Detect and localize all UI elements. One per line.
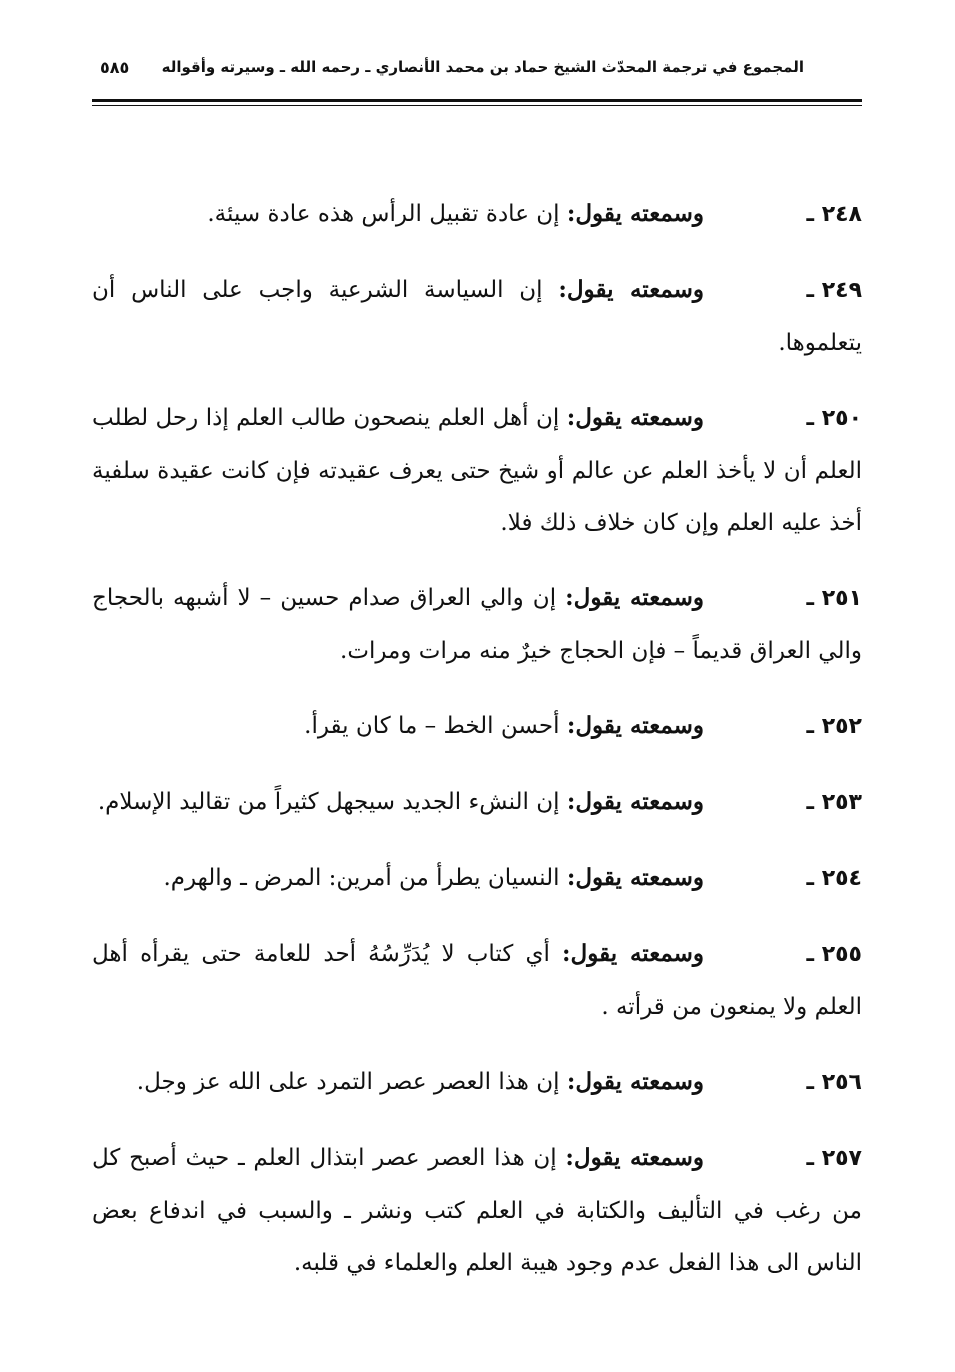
entry-lead: وسمعته يقول: [566, 864, 704, 891]
saying-entry [92, 700, 862, 753]
saying-entry [92, 1132, 862, 1289]
entry-number: ٢٥١ ـ [806, 586, 863, 611]
saying-entry [92, 852, 862, 905]
saying-entry [92, 928, 862, 1033]
entry-number: ٢٥٣ ـ [806, 790, 862, 815]
entry-number: ٢٤٩ ـ [806, 278, 863, 303]
entry-text: إن السياسة الشرعية واجب على الناس أن يتعلموها. [92, 277, 862, 356]
entry-lead: وسمعته يقول: [565, 584, 705, 611]
saying-entry [92, 264, 862, 369]
entry-number: ٢٥٥ ـ [806, 942, 862, 967]
running-header [92, 58, 862, 88]
entry-lead: وسمعته يقول: [566, 404, 705, 431]
entry-text: إن أهل العلم ينصحون طالب العلم إذا رحل لطلب العلم أن لا يأخذ العلم عن عالم أو شيخ حتى يعرف عقيدته فإن كانت عقيدة سلفية أخذ عليه العلم وإن كان خلاف ذلك فلا. [92, 405, 862, 536]
entry-text: إن النشء الجديد سيجهل كثيراً من تقاليد الإسلام. [97, 789, 560, 815]
saying-entry [92, 1056, 862, 1109]
entry-text: أي كتاب لا يُدَرِّسُهُ أحد للعامة حتى يقرأه أهل العلم ولا يمنعون من قرأته . [92, 941, 862, 1020]
entry-lead: وسمعته يقول: [562, 940, 704, 967]
entry-lead: وسمعته يقول: [558, 276, 705, 303]
entry-lead: وسمعته يقول: [566, 200, 704, 227]
entry-number: ٢٥٦ ـ [806, 1070, 862, 1095]
entry-lead: وسمعته يقول: [566, 788, 704, 815]
entry-lead: وسمعته يقول: [566, 1068, 704, 1095]
entry-text: إن هذا العصر عصر ابتذال العلم ـ حيث أصبح كل من رغب في التأليف والكتابة في العلم كتب ونشر ـ والسبب في اندفاع بعض الناس الى هذا الفعل عدم وجود هيبة العلم والعلماء في قلبه. [92, 1145, 862, 1276]
entry-number: ٢٤٨ ـ [806, 202, 862, 227]
page-number: ٥٨٥ [100, 58, 130, 77]
entry-number: ٢٥٠ ـ [806, 406, 863, 431]
saying-entry [92, 392, 862, 549]
entry-lead: وسمعته يقول: [565, 1144, 704, 1171]
entry-lead: وسمعته يقول: [566, 712, 704, 739]
saying-entry [92, 188, 862, 241]
entry-number: ٢٥٧ ـ [806, 1146, 862, 1171]
header-rule-thin [92, 105, 862, 106]
entry-number: ٢٥٤ ـ [806, 866, 862, 891]
header-rule [92, 99, 862, 102]
saying-list [92, 188, 862, 1299]
entry-text: أحسن الخط – ما كان يقرأ. [304, 713, 560, 739]
header-title: المجموع في ترجمة المحدّث الشيخ حماد بن محمد الأنصاري ـ رحمه الله ـ وسيرته وأقواله [161, 58, 804, 76]
entry-text: إن عادة تقبيل الرأس هذه عادة سيئة. [207, 201, 560, 227]
saying-entry [92, 572, 862, 677]
entry-text: إن هذا العصر عصر التمرد على الله عز وجل. [136, 1069, 560, 1095]
entry-text: إن والي العراق صدام حسين – لا أشبهه بالحجاج والي العراق قديماً – فإن الحجاج خيرٌ منه مرات ومرات. [92, 585, 862, 664]
entry-number: ٢٥٢ ـ [806, 714, 862, 739]
book-page [92, 0, 862, 1372]
entry-text: النسيان يطرأ من أمرين: المرض ـ والهرم. [163, 865, 560, 891]
saying-entry [92, 776, 862, 829]
